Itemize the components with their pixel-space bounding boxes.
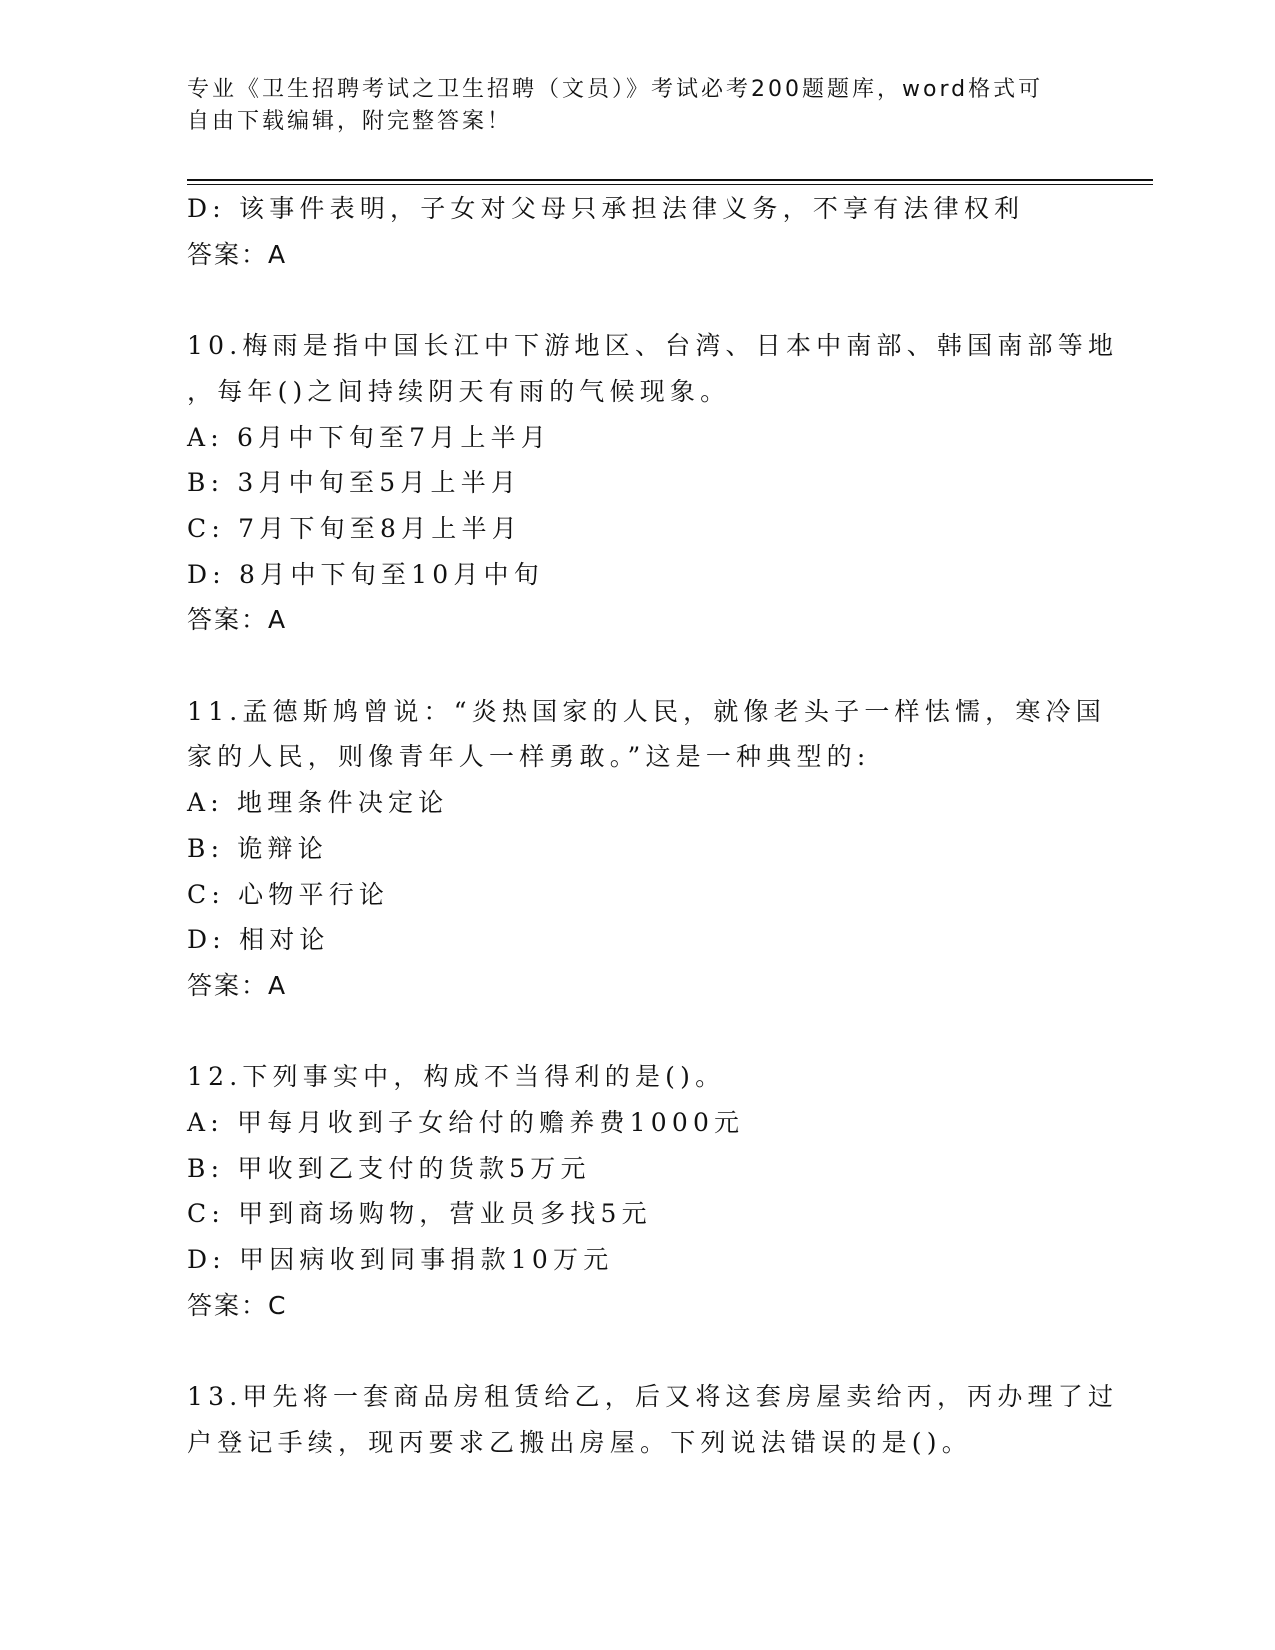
prev-question-answer: 答案：A — [187, 239, 288, 269]
header-divider — [187, 179, 1153, 185]
option-a: A: 地理条件决定论 — [187, 788, 449, 818]
answer: 答案：A — [187, 970, 288, 1000]
option-d: D: 8月中下旬至10月中旬 — [187, 559, 544, 589]
option-c: C: 心物平行论 — [187, 879, 390, 909]
question-13 — [187, 1374, 1119, 1465]
question-stem: 10.梅雨是指中国长江中下游地区、台湾、日本中南部、韩国南部等地 — [187, 331, 1119, 361]
option-c: C: 7月下旬至8月上半月 — [187, 513, 522, 543]
document-body — [187, 186, 1119, 1466]
prev-question-option-d: D: 该事件表明，子女对父母只承担法律义务，不享有法律权利 — [187, 194, 1025, 223]
answer: 答案：A — [187, 605, 288, 635]
option-b: B: 3月中旬至5月上半月 — [187, 468, 522, 498]
option-a: A: 甲每月收到子女给付的赡养费1000元 — [187, 1108, 745, 1138]
question-10 — [187, 323, 1119, 643]
option-d: D: 甲因病收到同事捐款10万元 — [187, 1245, 614, 1275]
question-stem-cont: 户登记手续，现丙要求乙搬出房屋。下列说法错误的是()。 — [187, 1427, 972, 1457]
question-stem: 13.甲先将一套商品房租赁给乙，后又将这套房屋卖给丙，丙办理了过 — [187, 1382, 1119, 1412]
question-stem: 12.下列事实中，构成不当得利的是()。 — [187, 1062, 726, 1092]
question-stem-cont: ，每年()之间持续阴天有雨的气候现象。 — [187, 376, 731, 406]
answer: 答案：C — [187, 1290, 288, 1320]
question-11 — [187, 689, 1106, 1009]
page-header: 专业《卫生招聘考试之卫生招聘（文员）》考试必考200题题库，word格式可自由下载编辑，附完整答案！ — [187, 77, 1044, 134]
option-d: D: 相对论 — [187, 925, 330, 955]
question-stem: 11.孟德斯鸠曾说：“炎热国家的人民，就像老头子一样怯懦，寒冷国 — [187, 696, 1106, 726]
option-a: A: 6月中下旬至7月上半月 — [187, 422, 552, 452]
question-12 — [187, 1054, 1087, 1328]
option-b: B: 诡辩论 — [187, 833, 328, 863]
question-stem-cont: 家的人民，则像青年人一样勇敢。”这是一种典型的: — [187, 742, 871, 772]
option-b: B: 甲收到乙支付的货款5万元 — [187, 1153, 591, 1183]
option-c: C: 甲到商场购物，营业员多找5元 — [187, 1199, 652, 1229]
